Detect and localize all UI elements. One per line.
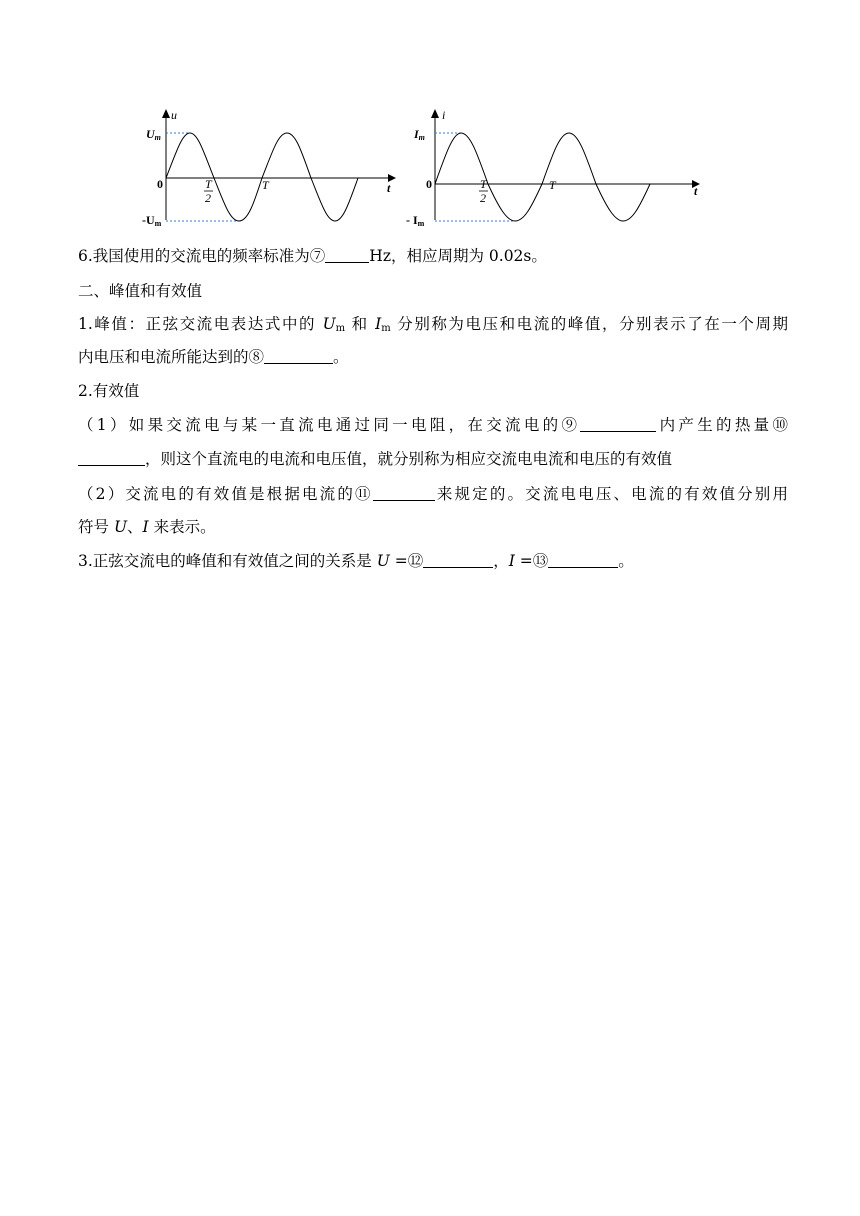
origin-label: 0 [426,177,432,191]
axis-label-t: t [387,181,391,195]
item-2-2-line1: （2）交流电的有效值是根据电流的⑪ 来规定的。交流电电压、电流的有效值分别用 [78,485,788,503]
blank-8 [264,348,333,364]
item-2-effective-heading: 2.有效值 [78,382,140,400]
trough-label: - Im [406,213,425,228]
peak-label: Um [146,127,161,142]
origin-label: 0 [157,177,163,191]
item-6-frequency: 6.我国使用的交流电的频率标准为⑦ Hz，相应周期为 0.02s。 [78,247,547,265]
axis-label-i: i [442,108,446,122]
axis-label-t: t [694,184,698,198]
item-3-relation: 3.正弦交流电的峰值和有效值之间的关系是 U =⑫ ，I =⑬ 。 [78,552,634,570]
blank-9 [580,416,656,432]
y-axis-arrow [162,109,170,118]
voltage-waveform [140,108,420,230]
blank-10 [78,450,145,466]
item-2-1-line2: ，则这个直流电的电流和电压值，就分别称为相应交流电电流和电压的有效值 [78,448,788,470]
blank-12 [423,552,493,568]
blank-11 [373,485,435,501]
period-label: T [549,178,556,192]
sine-curve [435,133,650,221]
axis-label-u: u [171,108,177,122]
peak-label: Im [414,127,425,142]
trough-label: -Um [142,213,162,228]
item-1-peak-line2: 内电压和电流所能达到的⑧ 。 [78,348,349,366]
half-period-denominator: 2 [480,191,486,205]
waveform-figures [140,108,720,230]
item-2-1-line1: （1）如果交流电与某一直流电通过同一电阻，在交流电的⑨ 内产生的热量⑩ [78,416,788,434]
blank-7 [325,247,369,263]
voltage-waveform-svg [140,108,420,230]
half-period-numerator: T [205,177,212,191]
half-period-denominator: 2 [205,191,211,205]
sine-curve [166,133,358,221]
period-label: T [262,178,269,192]
y-axis-arrow [431,109,439,118]
current-waveform [404,108,698,230]
section-heading-peak-effective: 二、峰值和有效值 [78,282,203,300]
item-2-2-line2: 符号 U、I 来表示。 [78,518,216,536]
item-1-peak-line1: 1.峰值：正弦交流电表达式中的 $U_m$ 和 $I_m$ 分别称为电压和电流的峰值，分别表示了在一个周期 [78,315,789,334]
blank-13 [548,552,618,568]
half-period-numerator: T [480,177,487,191]
current-waveform-svg [404,108,698,230]
